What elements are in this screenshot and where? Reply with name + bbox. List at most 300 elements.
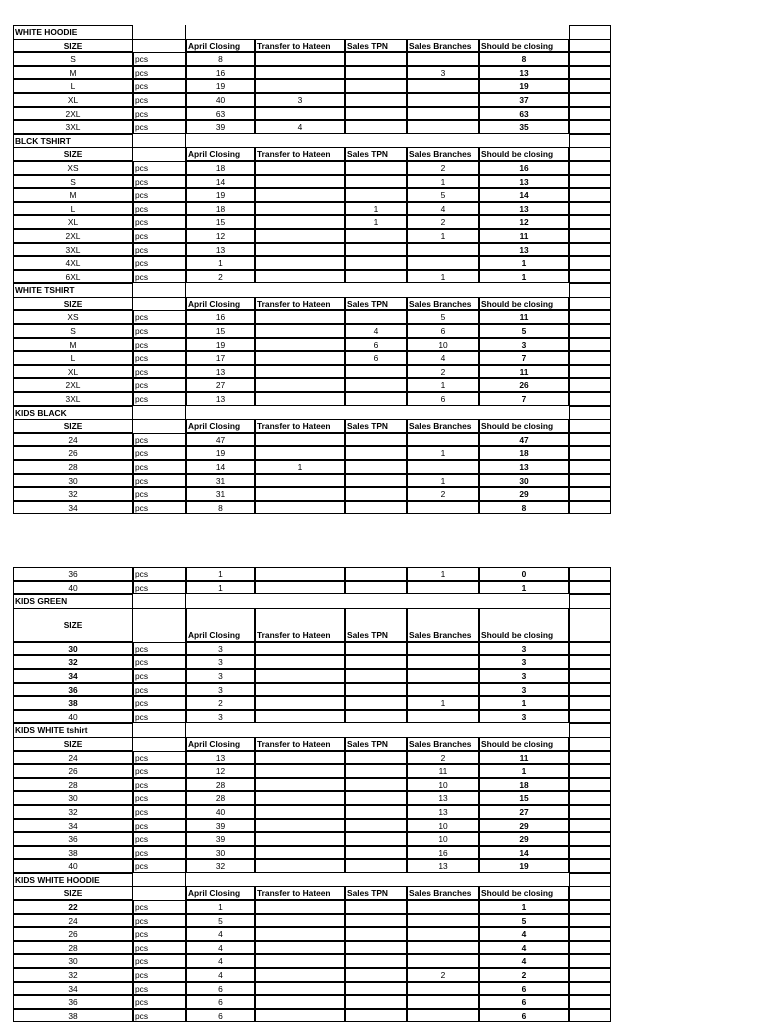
header-unit-spacer [133,419,186,433]
category-title-row [13,723,611,737]
table-row [13,819,611,833]
should-be-closing-cell: 3 [479,338,569,352]
april-closing-cell: 47 [186,433,255,447]
size-cell: 40 [13,710,133,724]
spare-cell [569,642,611,656]
column-header-sales-branches: Sales Branches [407,737,479,751]
unit-cell: pcs [133,93,186,107]
size-cell: L [13,351,133,365]
column-header-april-closing: April Closing [186,147,255,161]
sales-tpn-cell [345,433,407,447]
category-title-label: WHITE TSHIRT [13,283,133,297]
april-closing-cell: 16 [186,66,255,80]
sales-branches-cell [407,900,479,914]
should-be-closing-cell: 14 [479,188,569,202]
transfer-to-hateen-cell [255,832,345,846]
sales-branches-cell [407,243,479,257]
sales-tpn-cell [345,392,407,406]
size-cell: 26 [13,446,133,460]
sales-branches-cell: 1 [407,270,479,284]
transfer-to-hateen-cell [255,751,345,765]
spare-cell [569,93,611,107]
table-row [13,446,611,460]
header-unit-spacer [133,737,186,751]
sales-tpn-cell [345,669,407,683]
spare-cell [569,487,611,501]
sales-branches-cell: 1 [407,474,479,488]
should-be-closing-cell: 63 [479,107,569,121]
header-spare-cell [569,608,611,642]
column-header-april-closing: April Closing [186,297,255,311]
header-unit-spacer [133,39,186,53]
should-be-closing-cell: 29 [479,832,569,846]
category-title-pad [133,594,186,608]
april-closing-cell: 3 [186,683,255,697]
spare-cell [569,567,611,581]
table-row [13,107,611,121]
transfer-to-hateen-cell [255,215,345,229]
spare-cell [569,215,611,229]
sales-tpn-cell: 4 [345,324,407,338]
sales-tpn-cell [345,52,407,66]
size-cell: M [13,66,133,80]
category-title-label: KIDS GREEN [13,594,133,608]
should-be-closing-cell: 2 [479,968,569,982]
transfer-to-hateen-cell [255,474,345,488]
column-header-should-be-closing: Should be closing [479,419,569,433]
column-header-sales-tpn: Sales TPN [345,608,407,642]
column-header-should-be-closing: Should be closing [479,297,569,311]
april-closing-cell: 39 [186,120,255,134]
sales-tpn-cell [345,487,407,501]
spare-cell [569,446,611,460]
unit-cell: pcs [133,120,186,134]
column-header-april-closing: April Closing [186,419,255,433]
unit-cell: pcs [133,764,186,778]
april-closing-cell: 40 [186,93,255,107]
sales-branches-cell: 4 [407,351,479,365]
spare-cell [569,79,611,93]
table-row [13,93,611,107]
april-closing-cell: 19 [186,446,255,460]
april-closing-cell: 15 [186,215,255,229]
april-closing-cell: 4 [186,954,255,968]
april-closing-cell: 12 [186,764,255,778]
category-title-spare [569,283,611,297]
transfer-to-hateen-cell [255,175,345,189]
april-closing-cell: 19 [186,338,255,352]
column-header-size: SIZE [13,297,133,311]
sales-branches-cell [407,1009,479,1023]
size-cell: XS [13,310,133,324]
april-closing-cell: 13 [186,751,255,765]
april-closing-cell: 31 [186,487,255,501]
header-spare-cell [569,737,611,751]
size-cell: 3XL [13,120,133,134]
sales-tpn-cell [345,66,407,80]
size-cell: 6XL [13,270,133,284]
transfer-to-hateen-cell [255,365,345,379]
unit-cell: pcs [133,669,186,683]
april-closing-cell: 19 [186,79,255,93]
sales-branches-cell [407,655,479,669]
sales-branches-cell: 6 [407,324,479,338]
transfer-to-hateen-cell: 3 [255,93,345,107]
transfer-to-hateen-cell [255,188,345,202]
sales-tpn-cell [345,460,407,474]
unit-cell: pcs [133,642,186,656]
sales-tpn-cell [345,378,407,392]
spare-cell [569,791,611,805]
transfer-to-hateen-cell [255,202,345,216]
header-unit-spacer [133,886,186,900]
table-row [13,710,611,724]
sales-branches-cell [407,256,479,270]
should-be-closing-cell: 15 [479,791,569,805]
unit-cell: pcs [133,1009,186,1023]
should-be-closing-cell: 37 [479,93,569,107]
transfer-to-hateen-cell [255,1009,345,1023]
table-row [13,175,611,189]
sales-branches-cell [407,581,479,595]
table-row [13,392,611,406]
spare-cell [569,270,611,284]
unit-cell: pcs [133,941,186,955]
unit-cell: pcs [133,310,186,324]
sales-tpn-cell [345,764,407,778]
april-closing-cell: 15 [186,324,255,338]
should-be-closing-cell: 11 [479,229,569,243]
sales-branches-cell: 5 [407,310,479,324]
column-header-should-be-closing: Should be closing [479,39,569,53]
size-cell: 34 [13,982,133,996]
category-title-spare [569,723,611,737]
sales-tpn-cell [345,995,407,1009]
sales-tpn-cell [345,93,407,107]
category-title-label: KIDS WHITE tshirt [13,723,133,737]
sales-tpn-cell [345,900,407,914]
table-row [13,474,611,488]
should-be-closing-cell: 1 [479,581,569,595]
table-row [13,79,611,93]
column-header-sales-tpn: Sales TPN [345,737,407,751]
table-row [13,982,611,996]
unit-cell: pcs [133,683,186,697]
unit-cell: pcs [133,968,186,982]
column-header-sales-branches: Sales Branches [407,886,479,900]
unit-cell: pcs [133,900,186,914]
size-cell: 2XL [13,229,133,243]
column-header-size: SIZE [13,608,133,642]
should-be-closing-cell: 19 [479,859,569,873]
unit-cell: pcs [133,338,186,352]
spare-cell [569,1009,611,1023]
april-closing-cell: 4 [186,927,255,941]
sales-branches-cell [407,52,479,66]
transfer-to-hateen-cell [255,683,345,697]
april-closing-cell: 4 [186,968,255,982]
category-title-row [13,594,611,608]
table-row [13,669,611,683]
should-be-closing-cell: 5 [479,324,569,338]
table-row [13,642,611,656]
april-closing-cell: 5 [186,914,255,928]
spare-cell [569,900,611,914]
sales-branches-cell: 2 [407,487,479,501]
should-be-closing-cell: 26 [479,378,569,392]
transfer-to-hateen-cell [255,954,345,968]
table-row [13,460,611,474]
column-header-transfer-to-hateen: Transfer to Hateen [255,608,345,642]
should-be-closing-cell: 1 [479,764,569,778]
spare-cell [569,256,611,270]
spare-cell [569,819,611,833]
unit-cell: pcs [133,696,186,710]
column-header-sales-branches: Sales Branches [407,419,479,433]
should-be-closing-cell: 13 [479,66,569,80]
column-header-row [13,419,611,433]
transfer-to-hateen-cell [255,392,345,406]
transfer-to-hateen-cell [255,446,345,460]
size-cell: 38 [13,846,133,860]
size-cell: S [13,175,133,189]
sales-branches-cell [407,501,479,515]
sales-branches-cell: 10 [407,819,479,833]
should-be-closing-cell: 8 [479,501,569,515]
sales-branches-cell: 1 [407,229,479,243]
sales-branches-cell: 1 [407,696,479,710]
unit-cell: pcs [133,927,186,941]
column-header-sales-tpn: Sales TPN [345,297,407,311]
sales-tpn-cell [345,683,407,697]
unit-cell: pcs [133,567,186,581]
april-closing-cell: 3 [186,642,255,656]
transfer-to-hateen-cell [255,819,345,833]
header-spare-cell [569,297,611,311]
transfer-to-hateen-cell [255,243,345,257]
sales-tpn-cell [345,365,407,379]
sales-tpn-cell [345,819,407,833]
size-cell: 3XL [13,392,133,406]
unit-cell: pcs [133,270,186,284]
sales-tpn-cell [345,778,407,792]
transfer-to-hateen-cell [255,846,345,860]
table-row [13,433,611,447]
april-closing-cell: 13 [186,365,255,379]
transfer-to-hateen-cell [255,338,345,352]
size-cell: 36 [13,832,133,846]
sales-branches-cell: 1 [407,175,479,189]
should-be-closing-cell: 3 [479,710,569,724]
spare-cell [569,365,611,379]
transfer-to-hateen-cell [255,859,345,873]
april-closing-cell: 13 [186,243,255,257]
sales-tpn-cell [345,914,407,928]
april-closing-cell: 14 [186,460,255,474]
unit-cell: pcs [133,710,186,724]
should-be-closing-cell: 16 [479,161,569,175]
unit-cell: pcs [133,954,186,968]
april-closing-cell: 3 [186,669,255,683]
should-be-closing-cell: 12 [479,215,569,229]
table-row [13,846,611,860]
column-header-april-closing: April Closing [186,608,255,642]
sales-branches-cell: 10 [407,832,479,846]
transfer-to-hateen-cell [255,669,345,683]
april-closing-cell: 40 [186,805,255,819]
column-header-april-closing: April Closing [186,737,255,751]
should-be-closing-cell: 5 [479,914,569,928]
spare-cell [569,764,611,778]
transfer-to-hateen-cell [255,914,345,928]
spare-cell [569,161,611,175]
size-cell: L [13,202,133,216]
spare-cell [569,202,611,216]
size-cell: 3XL [13,243,133,257]
column-header-should-be-closing: Should be closing [479,608,569,642]
should-be-closing-cell: 30 [479,474,569,488]
april-closing-cell: 6 [186,1009,255,1023]
should-be-closing-cell: 14 [479,846,569,860]
unit-cell: pcs [133,324,186,338]
column-header-transfer-to-hateen: Transfer to Hateen [255,39,345,53]
spare-cell [569,914,611,928]
sales-branches-cell: 6 [407,392,479,406]
april-closing-cell: 6 [186,982,255,996]
header-spare-cell [569,886,611,900]
sales-branches-cell [407,433,479,447]
sales-tpn-cell [345,120,407,134]
size-cell: 30 [13,474,133,488]
sales-tpn-cell: 1 [345,202,407,216]
sales-tpn-cell [345,446,407,460]
unit-cell: pcs [133,474,186,488]
should-be-closing-cell: 3 [479,683,569,697]
unit-cell: pcs [133,107,186,121]
size-cell: S [13,324,133,338]
april-closing-cell: 28 [186,791,255,805]
unit-cell: pcs [133,501,186,515]
unit-cell: pcs [133,433,186,447]
transfer-to-hateen-cell [255,256,345,270]
column-header-sales-tpn: Sales TPN [345,39,407,53]
sales-tpn-cell [345,805,407,819]
size-cell: 30 [13,954,133,968]
should-be-closing-cell: 13 [479,202,569,216]
sales-branches-cell: 16 [407,846,479,860]
unit-cell: pcs [133,846,186,860]
column-header-transfer-to-hateen: Transfer to Hateen [255,737,345,751]
header-spare-cell [569,39,611,53]
unit-cell: pcs [133,805,186,819]
should-be-closing-cell: 11 [479,365,569,379]
table-row [13,229,611,243]
table-row [13,968,611,982]
sales-branches-cell: 10 [407,778,479,792]
table-row [13,351,611,365]
april-closing-cell: 39 [186,832,255,846]
sales-tpn-cell [345,954,407,968]
column-header-transfer-to-hateen: Transfer to Hateen [255,886,345,900]
unit-cell: pcs [133,392,186,406]
table-row [13,941,611,955]
size-cell: 36 [13,683,133,697]
should-be-closing-cell: 27 [479,805,569,819]
spare-cell [569,968,611,982]
column-header-row [13,737,611,751]
spare-cell [569,310,611,324]
sales-branches-cell: 1 [407,567,479,581]
sales-tpn-cell [345,1009,407,1023]
sales-branches-cell: 2 [407,968,479,982]
table-row [13,378,611,392]
table-row [13,202,611,216]
size-cell: 32 [13,805,133,819]
column-header-size: SIZE [13,737,133,751]
sales-branches-cell: 1 [407,446,479,460]
should-be-closing-cell: 4 [479,954,569,968]
size-cell: 26 [13,927,133,941]
should-be-closing-cell: 1 [479,270,569,284]
transfer-to-hateen-cell [255,696,345,710]
sales-branches-cell: 3 [407,66,479,80]
spare-cell [569,501,611,515]
size-cell: 28 [13,460,133,474]
should-be-closing-cell: 3 [479,669,569,683]
should-be-closing-cell: 8 [479,52,569,66]
table-row [13,995,611,1009]
column-header-should-be-closing: Should be closing [479,737,569,751]
sales-branches-cell [407,995,479,1009]
should-be-closing-cell: 13 [479,175,569,189]
sales-branches-cell [407,941,479,955]
sales-tpn-cell [345,642,407,656]
column-header-transfer-to-hateen: Transfer to Hateen [255,419,345,433]
transfer-to-hateen-cell [255,487,345,501]
column-header-row [13,39,611,53]
sales-tpn-cell [345,501,407,515]
category-title-spare [569,873,611,887]
table-row [13,256,611,270]
column-header-transfer-to-hateen: Transfer to Hateen [255,147,345,161]
size-cell: 34 [13,819,133,833]
category-title-row [13,25,611,39]
column-header-sales-tpn: Sales TPN [345,147,407,161]
unit-cell: pcs [133,79,186,93]
should-be-closing-cell: 4 [479,927,569,941]
transfer-to-hateen-cell [255,805,345,819]
category-title-label: KIDS BLACK [13,406,133,420]
sales-tpn-cell [345,941,407,955]
column-header-sales-branches: Sales Branches [407,39,479,53]
transfer-to-hateen-cell [255,764,345,778]
transfer-to-hateen-cell [255,941,345,955]
sales-tpn-cell [345,270,407,284]
sales-branches-cell [407,460,479,474]
sales-branches-cell: 2 [407,215,479,229]
sales-branches-cell: 2 [407,751,479,765]
transfer-to-hateen-cell [255,927,345,941]
category-title-spare [569,134,611,148]
column-header-sales-branches: Sales Branches [407,608,479,642]
transfer-to-hateen-cell [255,433,345,447]
sales-tpn-cell [345,832,407,846]
april-closing-cell: 18 [186,161,255,175]
category-title-pad [133,134,186,148]
spare-cell [569,832,611,846]
table-row [13,501,611,515]
inventory-table-page-2 [13,567,611,1022]
